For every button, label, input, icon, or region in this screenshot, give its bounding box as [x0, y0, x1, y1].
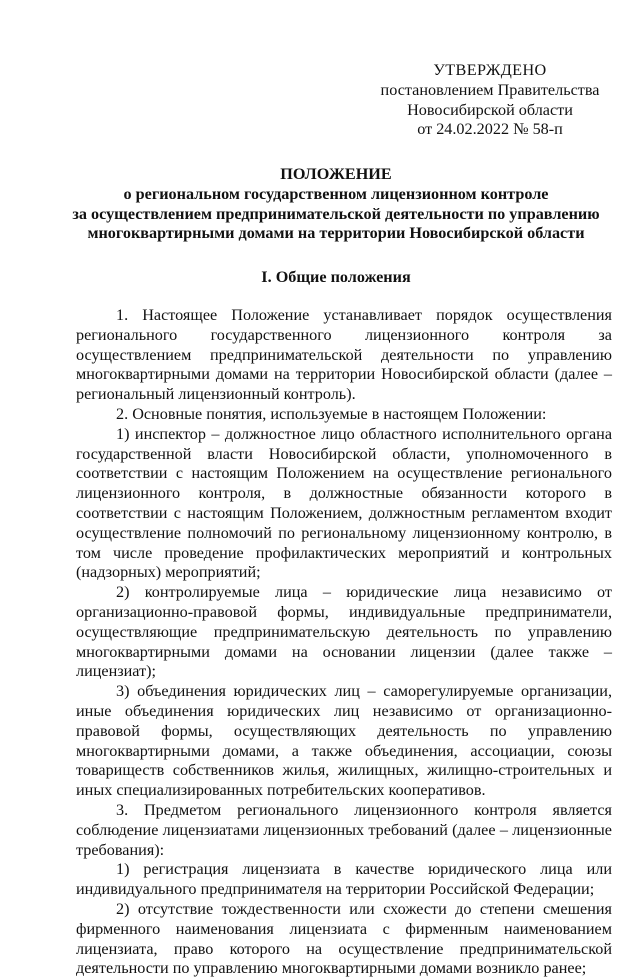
list-item: 1) регистрация лицензиата в качестве юридического лица или индивидуального предпринимателя на территории Российской Федерации;: [76, 860, 612, 899]
paragraph: 1. Настоящее Положение устанавливает порядок осуществления регионального государственного лицензионного контроля за осуществлением предпринимательской деятельности по управлению многоквартирными домами на территории Новосибирской области (далее – региональный лицензионный контроль).: [76, 306, 612, 404]
title-line: о региональном государственном лицензионном контроле: [123, 184, 549, 203]
list-item: 2) отсутствие тождественности или схожести до степени смешения фирменного наименования лицензиата с фирменным наименованием лицензиата, право которого на осуществление предпринимательской деятельности по управлению многоквартирными домами возникло ранее;: [76, 899, 612, 978]
title-main: ПОЛОЖЕНИЕ: [280, 165, 392, 183]
approval-line: постановлением Правительства: [380, 80, 600, 99]
list-item: 2) контролируемые лица – юридические лица независимо от организационно-правовой формы, индивидуальные предприниматели, осуществляющие предпринимательскую деятельность по управлению многоквартирными домами на основании лицензии (далее также – лицензиат);: [76, 583, 612, 681]
approval-date-number: от 24.02.2022 № 58-п: [417, 120, 563, 139]
title-line: многоквартирными домами на территории Новосибирской области: [87, 224, 585, 243]
title-line: за осуществлением предпринимательской деятельности по управлению: [72, 204, 600, 223]
document-body: [76, 306, 612, 979]
list-item: 3) объединения юридических лиц – саморегулируемые организации, иные объединения юридических лиц независимо от организационно-правовой формы, осуществляющих деятельность по управлению многоквартирными домами, а также объединения, ассоциации, союзы товариществ собственников жилья, жилищных, жилищно-строительных и иных специализированных потребительских кооперативов.: [76, 682, 612, 800]
paragraph: 3. Предметом регионального лицензионного контроля является соблюдение лицензиатами лицензионных требований (далее – лицензионные требования):: [76, 800, 612, 859]
list-item: 1) инспектор – должностное лицо областного исполнительного органа государственной власти Новосибирской области, уполномоченного в соответствии с настоящим Положением на осуществление регионального лицензионного контроля, в должностные обязанности которого в соответствии с настоящим Положением, должностным регламентом входит осуществление полномочий по региональному лицензионному контролю, в том числе проведение профилактических мероприятий и контрольных (надзорных) мероприятий;: [76, 424, 612, 582]
approval-stamp: [380, 61, 600, 140]
section-heading: I. Общие положения: [261, 268, 411, 286]
approval-line: Новосибирской области: [407, 100, 573, 119]
paragraph: 2. Основные понятия, используемые в настоящем Положении:: [116, 404, 547, 423]
document-title: [60, 165, 612, 244]
approval-heading: УТВЕРЖДЕНО: [433, 61, 547, 79]
